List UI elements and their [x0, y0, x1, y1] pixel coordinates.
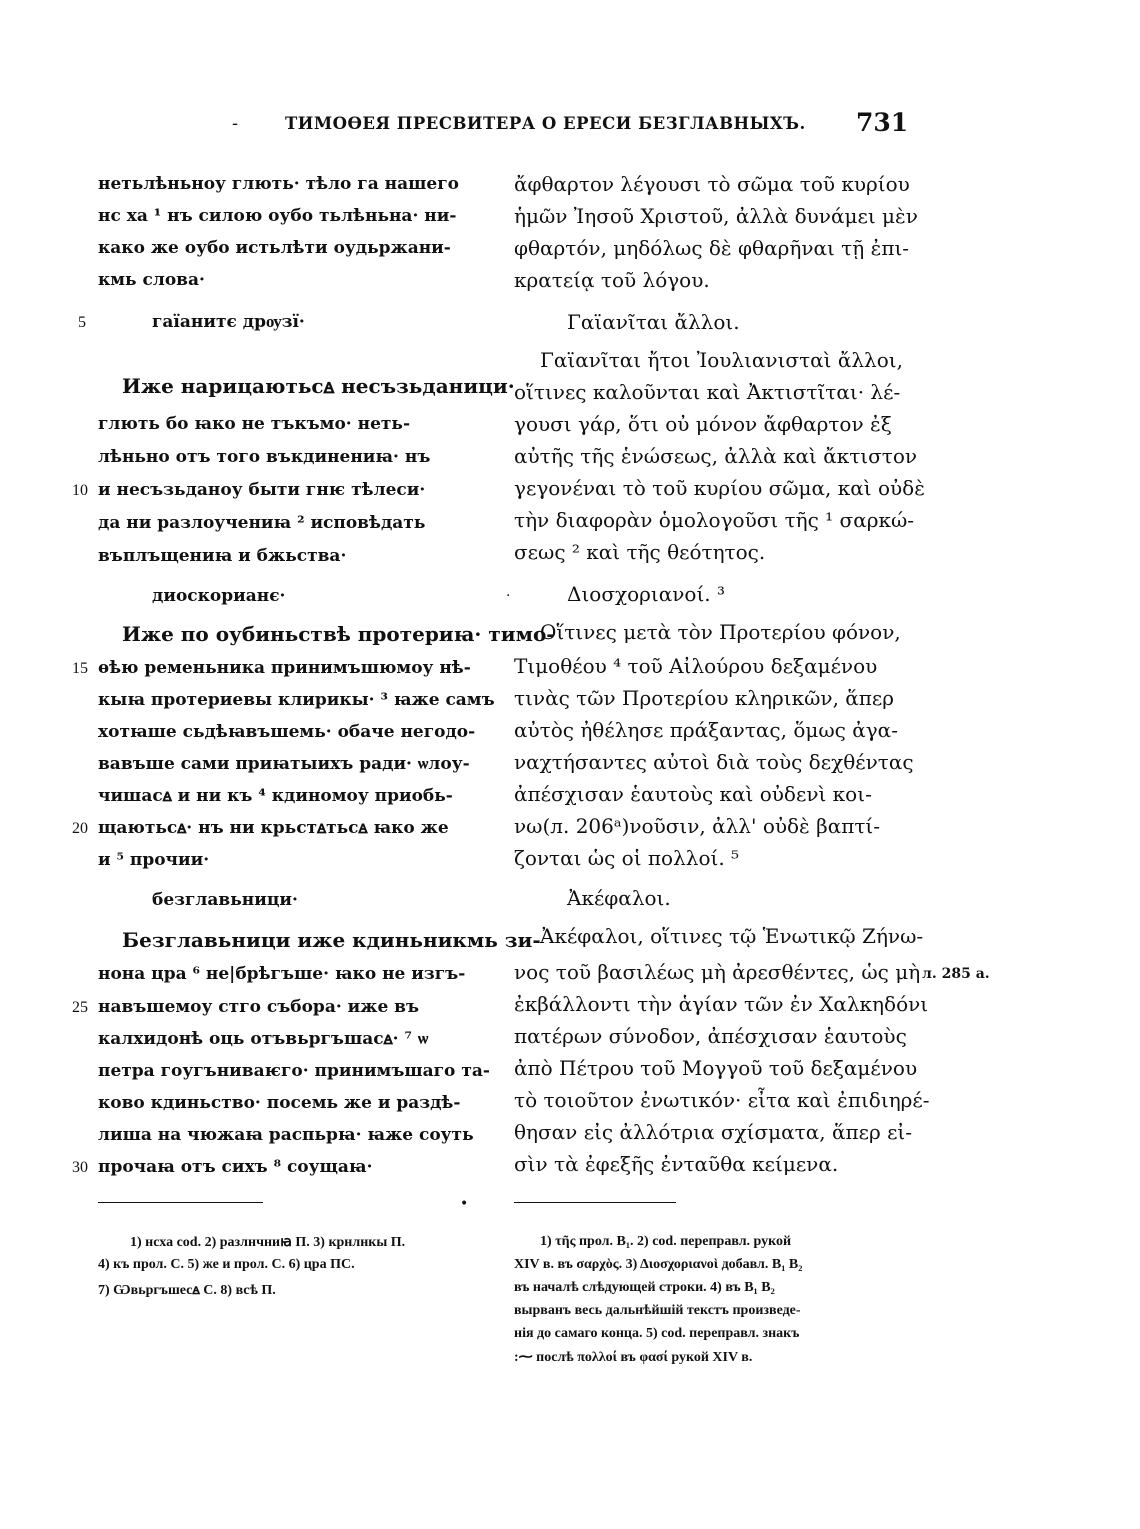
- text-line: ἄφθαρτον λέγουσι τὸ σῶμα τοῦ κυρίου: [514, 172, 910, 196]
- section-heading: Διοσχοριανοί. ³: [567, 582, 726, 606]
- footnote-rule: [98, 1202, 263, 1203]
- text-line: αὐτῆς τῆς ἑνώσεως, ἀλλὰ καὶ ἄκτιστον: [514, 444, 918, 468]
- text-line: лѣньно отъ того въкдинениꙗ· нъ: [98, 447, 431, 467]
- text-line: σὶν τὰ ἐφεξῆς ἐνταῦθα κείμενα.: [514, 1152, 839, 1176]
- text-line: вавъше сами приꙗтыихъ ради· ѡлоу-: [98, 754, 470, 774]
- page-number: 731: [856, 108, 909, 137]
- margin-folio-note: л. 285 а.: [922, 966, 990, 982]
- footnote-rule: [514, 1202, 676, 1203]
- text-line: κρατείᾳ τοῦ λόγου.: [514, 268, 710, 292]
- footnote: 1) нсха cod. 2) разлнчниꙗ П. 3) крнлнкы П.: [130, 1235, 406, 1250]
- text-line: Ἀκέφαλοι, οἵτινες τῷ Ἑνωτικῷ Ζήνω-: [540, 924, 924, 948]
- text-line: чишасꙙ и ни къ ⁴ кдиномоу приобь-: [98, 786, 453, 806]
- text-line: τὸ τοιοῦτον ἐνωτικόν· εἶτα καὶ ἐπιδιηρέ-: [514, 1088, 930, 1112]
- running-title: ТИМОѲЕЯ ПРЕСВИТЕРА О ЕРЕСИ БЕЗГЛАВНЫХЪ.: [285, 114, 806, 133]
- text-line: ково кдиньство· посемь же и раздѣ-: [98, 1093, 461, 1113]
- text-line: и несъзьданоу быти гнѥ тѣлеси·: [98, 480, 426, 500]
- line-number: 10: [72, 482, 88, 499]
- mark-dot: •: [460, 1196, 469, 1212]
- section-heading: безглавьници·: [152, 890, 298, 910]
- text-line: τινὰς τῶν Προτερίου κληρικῶν, ἅπερ: [514, 686, 895, 710]
- text-line: ἐκβάλλοντι τὴν ἁγίαν τῶν ἐν Χαλκηδόνι: [514, 992, 929, 1016]
- text-line: ἀπέσχισαν ἑαυτοὺς καὶ οὐδενὶ κοι-: [514, 782, 872, 806]
- section-heading: диоскорианє·: [152, 586, 286, 606]
- text-line: Иже по оубиньствѣ протериꙗ· тимо-: [122, 622, 555, 646]
- header-dash: -: [232, 113, 239, 134]
- text-line: глють бо ꙗко не тъкъмо· неть-: [98, 414, 411, 434]
- text-line: ἡμῶν Ἰησοῦ Χριστοῦ, ἀλλὰ δυνάμει μὲν: [514, 204, 918, 228]
- text-line: θησαν εἰς ἀλλότρια σχίσματα, ἅπερ εἰ-: [514, 1120, 913, 1144]
- text-line: щаютьсꙙ· нъ ни крьстꙙтьсꙙ ꙗко же: [98, 818, 449, 838]
- text-line: αὐτὸς ἠθέλησε πράξαντας, ὅμως ἀγα-: [514, 718, 898, 742]
- text-line: ζονται ὡς οἱ πολλοί. ⁵: [514, 846, 740, 870]
- text-line: ѳѣю ременьника принимъшюмоу нѣ-: [98, 658, 471, 678]
- text-line: οἵτινες καλοῦνται καὶ Ἀκτιστῖται· λέ-: [514, 380, 901, 404]
- text-line: кыꙗ протериевы клирикы· ³ ꙗже самъ: [98, 690, 495, 710]
- text-line: нона цра ⁶ не|брѣгъше· ꙗко не изгъ-: [98, 964, 466, 984]
- text-line: нс ха ¹ нъ силою оубо тьлѣньна· ни-: [98, 206, 457, 226]
- footnote: XIV в. въ σαρχὸς. 3) Διοσχοριανοὶ добавл. B₁ B₂: [514, 1257, 803, 1272]
- mark-dot: ·: [506, 588, 511, 604]
- text-line: кмь слова·: [98, 270, 205, 290]
- text-line: νω(л. 206ᵃ)νοῦσιν, ἀλλ' οὐδὲ βαπτί-: [514, 814, 881, 838]
- text-line: σεως ² καὶ τῆς θεότητος.: [514, 540, 766, 564]
- text-line: ναχτήσαντες αὐτοὶ διὰ τοὺς δεχθέντας: [514, 750, 914, 774]
- text-line: Γαϊανῖται ἤτοι Ἰουλιανισταὶ ἄλλοι,: [540, 348, 903, 372]
- text-line: γουσι γάρ, ὅτι οὐ μόνον ἄφθαρτον ἐξ: [514, 412, 892, 436]
- text-line: Τιμοθέου ⁴ τοῦ Αἰλούρου δεξαμένου: [514, 654, 878, 678]
- text-line: нетьлѣньноу глють· тѣло га нашего: [98, 174, 459, 194]
- text-line: прочаꙗ отъ сихъ ⁸ соущаꙗ·: [98, 1157, 373, 1177]
- footnote: :⁓ послѣ πολλοί въ φασί рукой XIV в.: [514, 1350, 753, 1365]
- text-line: навъшемоу стго събора· иже въ: [98, 997, 420, 1017]
- text-line: и ⁵ прочии·: [98, 850, 210, 870]
- text-line: петра гоугъниваѥго· принимъшаго та-: [98, 1061, 490, 1081]
- section-heading: Ἀκέφαλοι.: [567, 886, 671, 910]
- text-line: да ни разлоучениꙗ ² исповѣдать: [98, 513, 426, 533]
- text-line: въплъщениꙗ и бжьства·: [98, 546, 347, 566]
- footnote: 7) Ѡвьргъшесꙙ С. 8) всѣ П.: [98, 1283, 276, 1298]
- footnote: въ началѣ слѣдующей строки. 4) въ B₁ B₂: [514, 1280, 775, 1295]
- text-line: како же оубо истьлѣти оудьржани-: [98, 238, 451, 258]
- text-line: хотꙗше сьдѣꙗвъшемь· обаче негодо-: [98, 722, 476, 742]
- text-line: калхидонѣ оць отъвьргъшасꙙ· ⁷ ѡ: [98, 1029, 429, 1049]
- text-line: Οἵτινες μετὰ τὸν Προτερίου φόνον,: [540, 620, 901, 644]
- line-number: 5: [78, 314, 86, 331]
- text-line: γεγονέναι τὸ τοῦ κυρίου σῶμα, καὶ οὐδὲ: [514, 476, 925, 500]
- section-heading: гаїанитє дрѹзї·: [152, 312, 305, 332]
- section-heading: Γαϊανῖται ἄλλοι.: [567, 310, 740, 334]
- line-number: 15: [72, 660, 88, 677]
- text-line: ἀπὸ Πέτρου τοῦ Μογγοῦ τοῦ δεξαμένου: [514, 1056, 918, 1080]
- text-line: πατέρων σύνοδον, ἀπέσχισαν ἑαυτοὺς: [514, 1024, 907, 1048]
- text-line: φθαρτόν, μηδόλως δὲ φθαρῆναι τῇ ἐπι-: [514, 236, 910, 260]
- line-number: 30: [72, 1159, 88, 1176]
- footnote: нія до самаго конца. 5) cod. переправл. знакъ: [514, 1326, 800, 1341]
- footnote: 4) къ прол. С. 5) же и прол. С. 6) цра ПС.: [98, 1257, 355, 1272]
- text-line: лиша на чюжаꙗ распьрꙗ· ꙗже соуть: [98, 1125, 474, 1145]
- text-line: νος τοῦ βασιλέως μὴ ἀρεσθέντες, ὡς μὴ: [514, 960, 921, 984]
- text-line: Иже нарицаютьсꙙ несъзьданици·: [122, 374, 515, 398]
- text-line: Безглавьници иже кдиньникмь зи-: [122, 928, 541, 952]
- footnote: 1) τῆς прол. B₁. 2) cod. переправл. рукой: [540, 1234, 792, 1249]
- line-number: 25: [72, 999, 88, 1016]
- line-number: 20: [72, 820, 88, 837]
- footnote: вырванъ весь дальнѣйшій текстъ произведе-: [514, 1303, 801, 1318]
- text-line: τὴν διαφορὰν ὁμολογοῦσι τῆς ¹ σαρκώ-: [514, 508, 915, 532]
